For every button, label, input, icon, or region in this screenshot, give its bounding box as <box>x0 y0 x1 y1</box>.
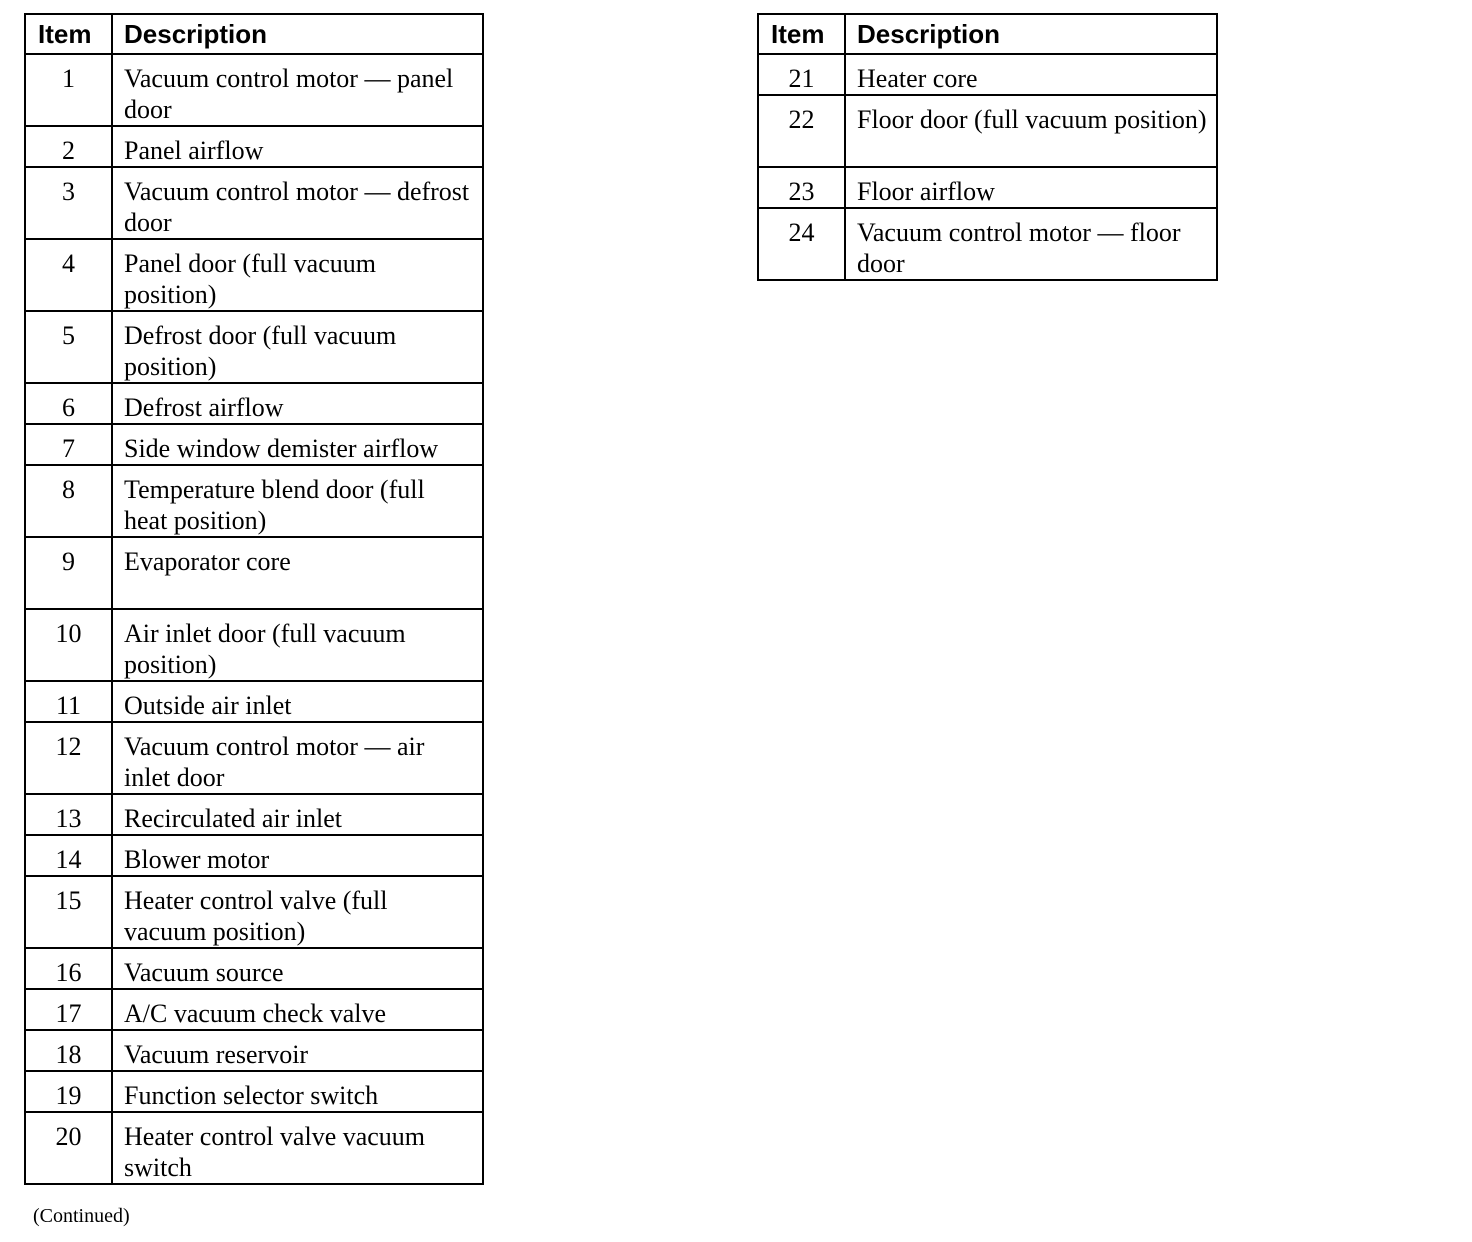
table-row <box>758 167 1217 208</box>
item-description: Air inlet door (full vacuum position) <box>112 609 483 681</box>
table-row <box>25 1071 483 1112</box>
item-description: Panel door (full vacuum position) <box>112 239 483 311</box>
item-description: Vacuum control motor — air inlet door <box>112 722 483 794</box>
table-row <box>25 126 483 167</box>
legend-table-left <box>24 13 484 1185</box>
item-number: 5 <box>25 311 112 383</box>
item-number: 20 <box>25 1112 112 1184</box>
item-description: Vacuum control motor — floor door <box>845 208 1217 280</box>
item-description: Vacuum reservoir <box>112 1030 483 1071</box>
item-number: 1 <box>25 54 112 126</box>
item-description: Floor door (full vacuum position) <box>845 95 1217 167</box>
item-column-header: Item <box>758 14 845 54</box>
table-row <box>758 208 1217 280</box>
table-row <box>25 54 483 126</box>
item-number: 2 <box>25 126 112 167</box>
table-row <box>758 95 1217 167</box>
table-row <box>25 876 483 948</box>
table-row <box>25 609 483 681</box>
continued-note: (Continued) <box>33 1205 130 1227</box>
item-description: Function selector switch <box>112 1071 483 1112</box>
table-row <box>25 989 483 1030</box>
table-row <box>25 311 483 383</box>
item-column-header: Item <box>25 14 112 54</box>
item-number: 8 <box>25 465 112 537</box>
table-row <box>25 794 483 835</box>
item-description: Heater control valve (full vacuum position) <box>112 876 483 948</box>
item-number: 9 <box>25 537 112 609</box>
table-row <box>25 1030 483 1071</box>
table-row <box>25 1112 483 1184</box>
table-row <box>25 424 483 465</box>
table-row <box>25 722 483 794</box>
table-row <box>25 948 483 989</box>
description-column-header: Description <box>845 14 1217 54</box>
item-number: 18 <box>25 1030 112 1071</box>
table-row <box>25 835 483 876</box>
item-description: Heater core <box>845 54 1217 95</box>
item-number: 15 <box>25 876 112 948</box>
item-description: Vacuum control motor — defrost door <box>112 167 483 239</box>
table-row <box>25 167 483 239</box>
header-row <box>25 14 483 54</box>
item-number: 13 <box>25 794 112 835</box>
item-number: 6 <box>25 383 112 424</box>
header-row <box>758 14 1217 54</box>
item-description: Recirculated air inlet <box>112 794 483 835</box>
item-description: Evaporator core <box>112 537 483 609</box>
table-row <box>25 465 483 537</box>
item-number: 16 <box>25 948 112 989</box>
table-row <box>25 239 483 311</box>
item-description: Outside air inlet <box>112 681 483 722</box>
item-description: Vacuum control motor — panel door <box>112 54 483 126</box>
item-number: 22 <box>758 95 845 167</box>
item-description: Blower motor <box>112 835 483 876</box>
item-description: Floor airflow <box>845 167 1217 208</box>
table-row <box>25 681 483 722</box>
item-description: Defrost airflow <box>112 383 483 424</box>
table-row <box>25 537 483 609</box>
item-number: 21 <box>758 54 845 95</box>
item-number: 14 <box>25 835 112 876</box>
item-number: 10 <box>25 609 112 681</box>
item-number: 19 <box>25 1071 112 1112</box>
item-number: 11 <box>25 681 112 722</box>
table-row <box>25 383 483 424</box>
item-number: 23 <box>758 167 845 208</box>
item-description: A/C vacuum check valve <box>112 989 483 1030</box>
description-column-header: Description <box>112 14 483 54</box>
item-number: 7 <box>25 424 112 465</box>
item-number: 12 <box>25 722 112 794</box>
item-number: 24 <box>758 208 845 280</box>
legend-table-right <box>757 13 1218 281</box>
item-description: Side window demister airflow <box>112 424 483 465</box>
item-description: Heater control valve vacuum switch <box>112 1112 483 1184</box>
item-number: 17 <box>25 989 112 1030</box>
table-row <box>758 54 1217 95</box>
item-description: Panel airflow <box>112 126 483 167</box>
item-number: 4 <box>25 239 112 311</box>
item-description: Vacuum source <box>112 948 483 989</box>
item-description: Temperature blend door (full heat position) <box>112 465 483 537</box>
item-number: 3 <box>25 167 112 239</box>
item-description: Defrost door (full vacuum position) <box>112 311 483 383</box>
